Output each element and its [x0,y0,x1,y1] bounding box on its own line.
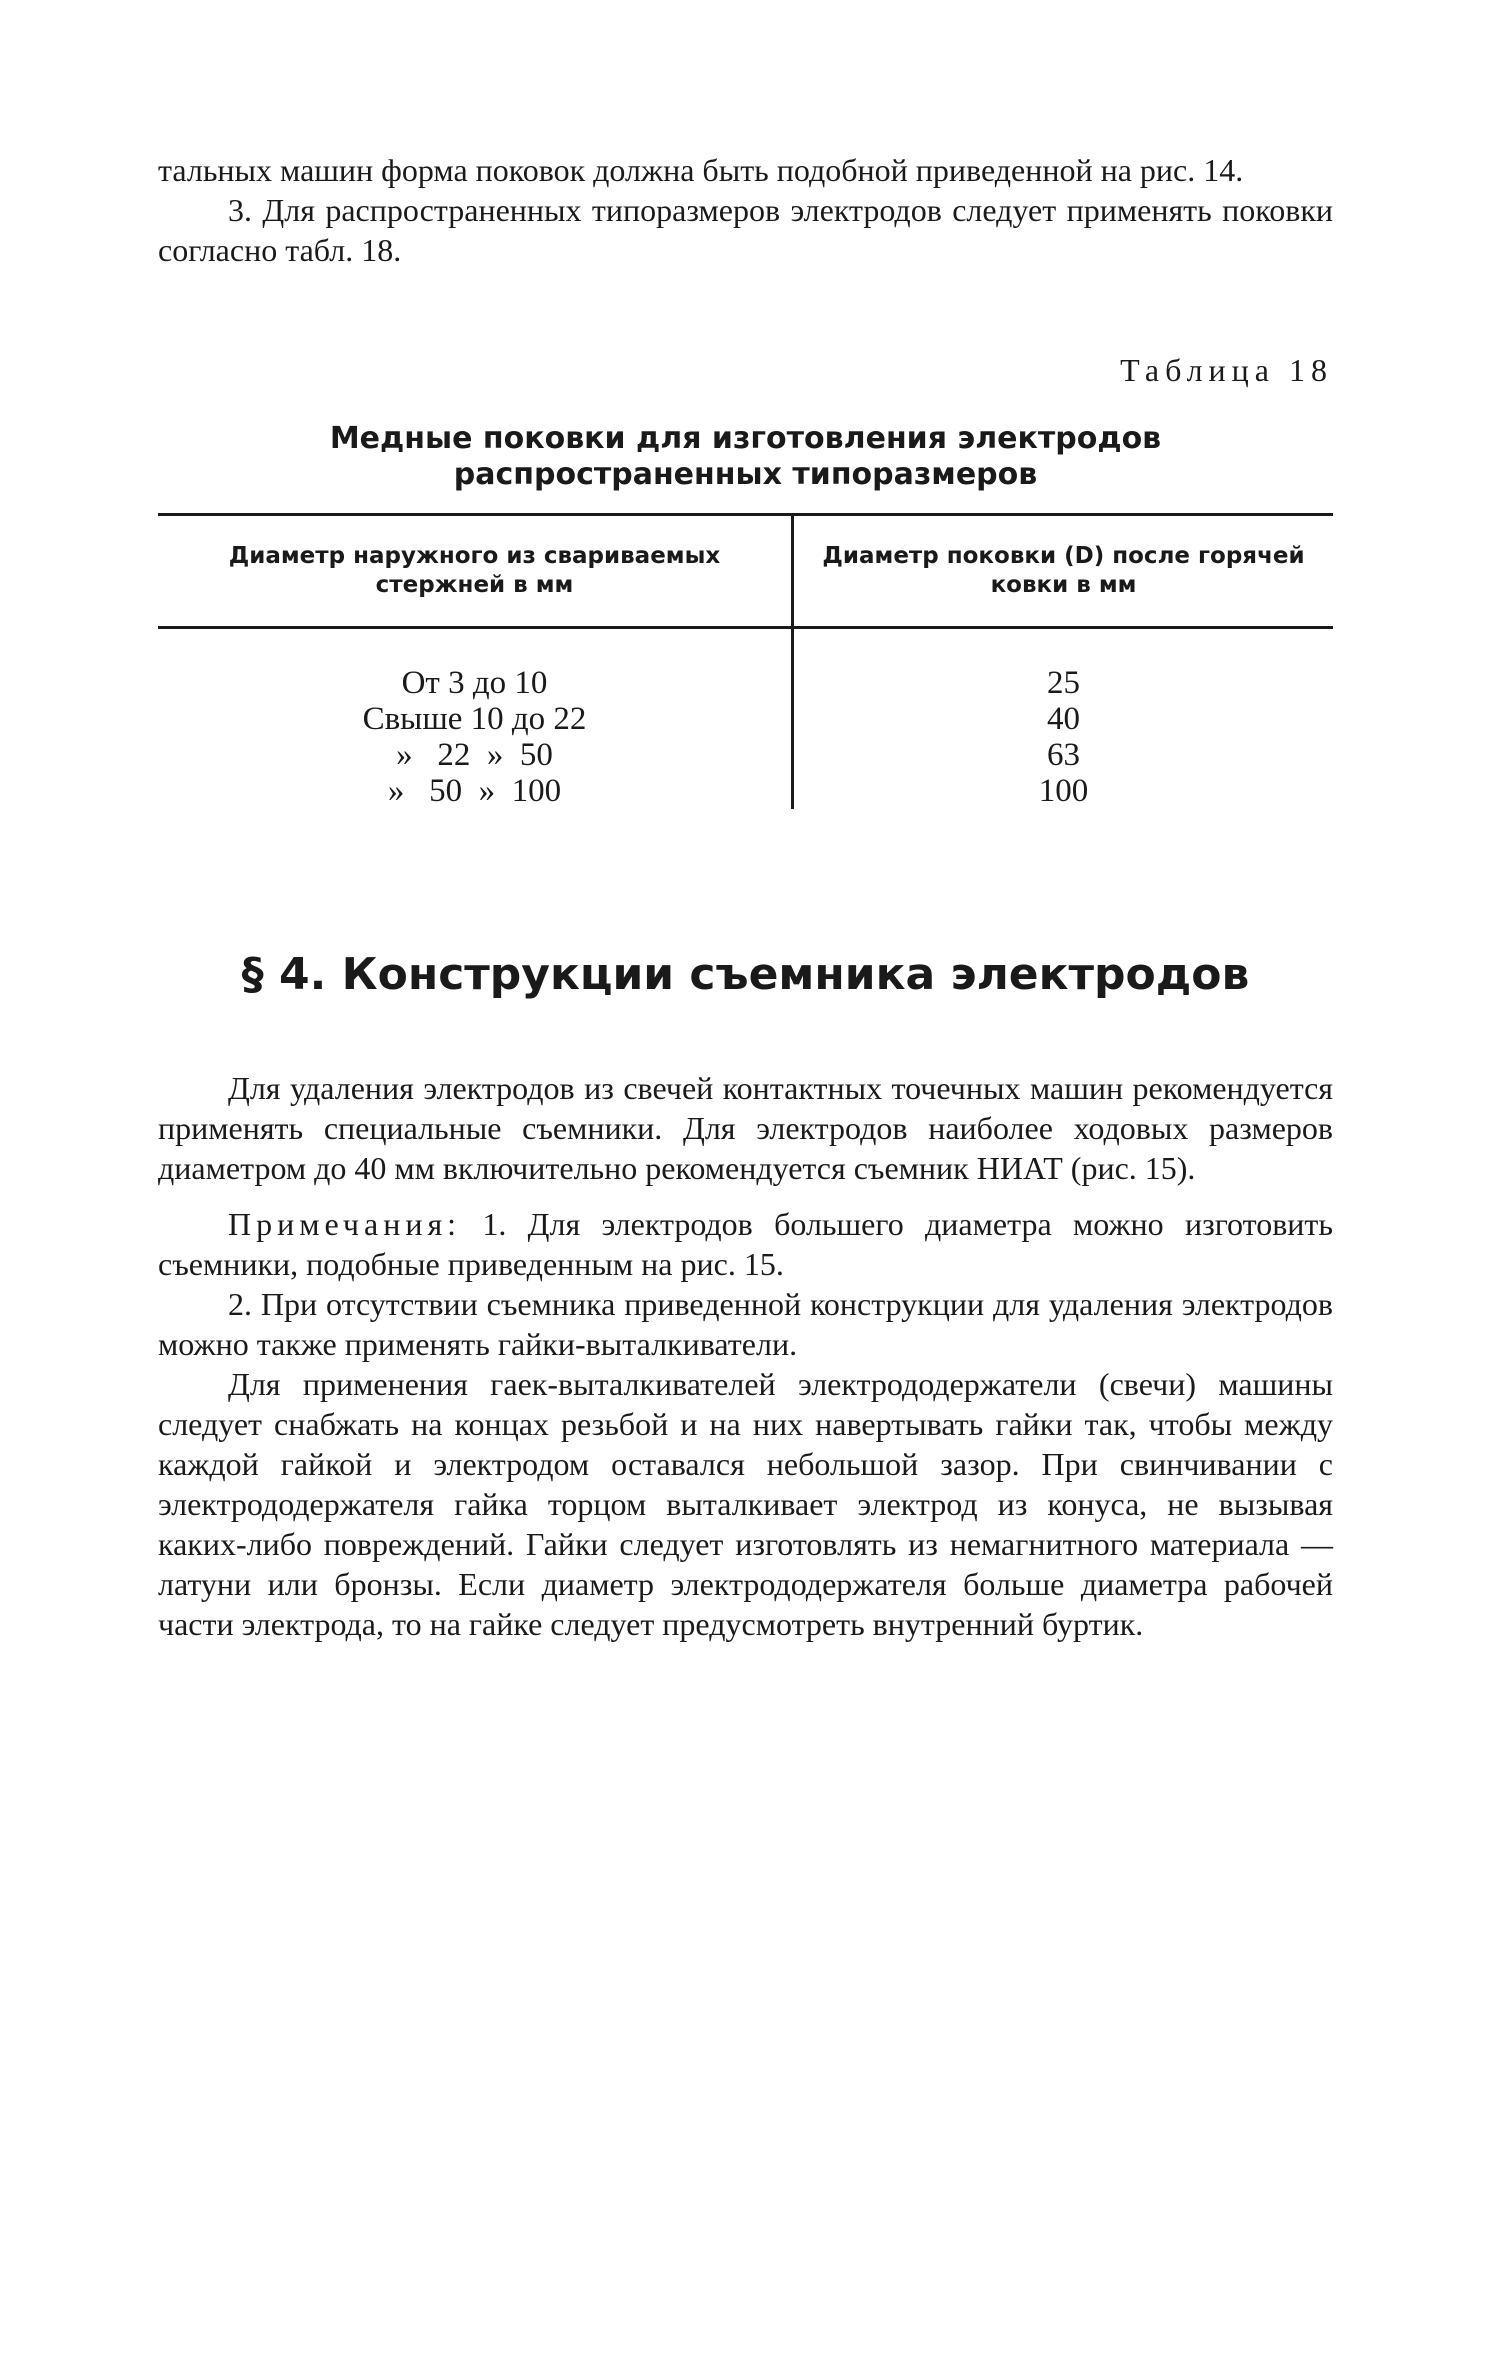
paragraph-intro: Для удаления электродов из свечей контактных точечных машин рекомендуется применять специальные съемники. Для электродов наиболее ходовых размеров диаметром до 40 мм включительно рекомендуется съемник НИАТ (рис. 15). [158,1070,1333,1186]
section-body [158,1068,1333,1644]
range-cell: Свыше 10 до 22 [158,701,793,737]
range-cell: » 22 » 50 [158,737,793,773]
table-row [158,628,1333,702]
notes-label: Примечания: [228,1206,462,1242]
table-row [158,701,1333,737]
note-1: Примечания: 1. Для электродов большего диаметра можно изготовить съемники, подобные приведенным на рис. 15. [158,1206,1334,1282]
intro-text: тальных машин форма поковок должна быть подобной приведенной на рис. 14. [158,152,1244,188]
forging-table [158,513,1333,809]
table-label: Таблица 18 [1120,352,1333,388]
section-heading: § 4. Конструкции съемника электродов [241,949,1250,1000]
note-2: 2. При отсутствии съемника приведенной конструкции для удаления электродов можно также применять гайки-выталкиватели. [158,1286,1333,1362]
table-row [158,773,1333,809]
table-row [158,737,1333,773]
range-cell: » 50 » 100 [158,773,793,809]
value-cell: 40 [1047,701,1080,737]
range-cell: От 3 до 10 [158,628,793,702]
value-cell: 25 [1047,665,1080,701]
paragraph-nuts: Для применения гаек-выталкивателей электрододержатели (свечи) машины следует снабжать на концах резьбой и на них навертывать гайки так, чтобы между каждой гайкой и электродом оставался небольшой зазор. При свинчивании с электрододержателя гайка торцом выталкивает электрод из конуса, не вызывая каких-либо повреждений. Гайки следует изготовлять из немагнитного материала — латуни или бронзы. Если диаметр электрододержателя больше диаметра рабочей части электрода, то на гайке следует предусмотреть внутренний буртик. [158,1366,1333,1642]
table-title: Медные поковки для изготовления электродов распространенных типоразмеров [329,421,1162,492]
header-forging-diameter: Диаметр поковки (D) после горячей ковки в мм [793,515,1334,628]
page-content [158,150,1333,1644]
intro-item-3: 3. Для распространенных типоразмеров электродов следует применять поковки согласно табл. 18. [158,192,1333,268]
value-cell: 100 [1038,773,1089,809]
value-cell: 63 [1047,737,1080,773]
header-outer-diameter: Диаметр наружного из свариваемых стержней в мм [158,515,793,628]
table-header-row [158,515,1333,628]
